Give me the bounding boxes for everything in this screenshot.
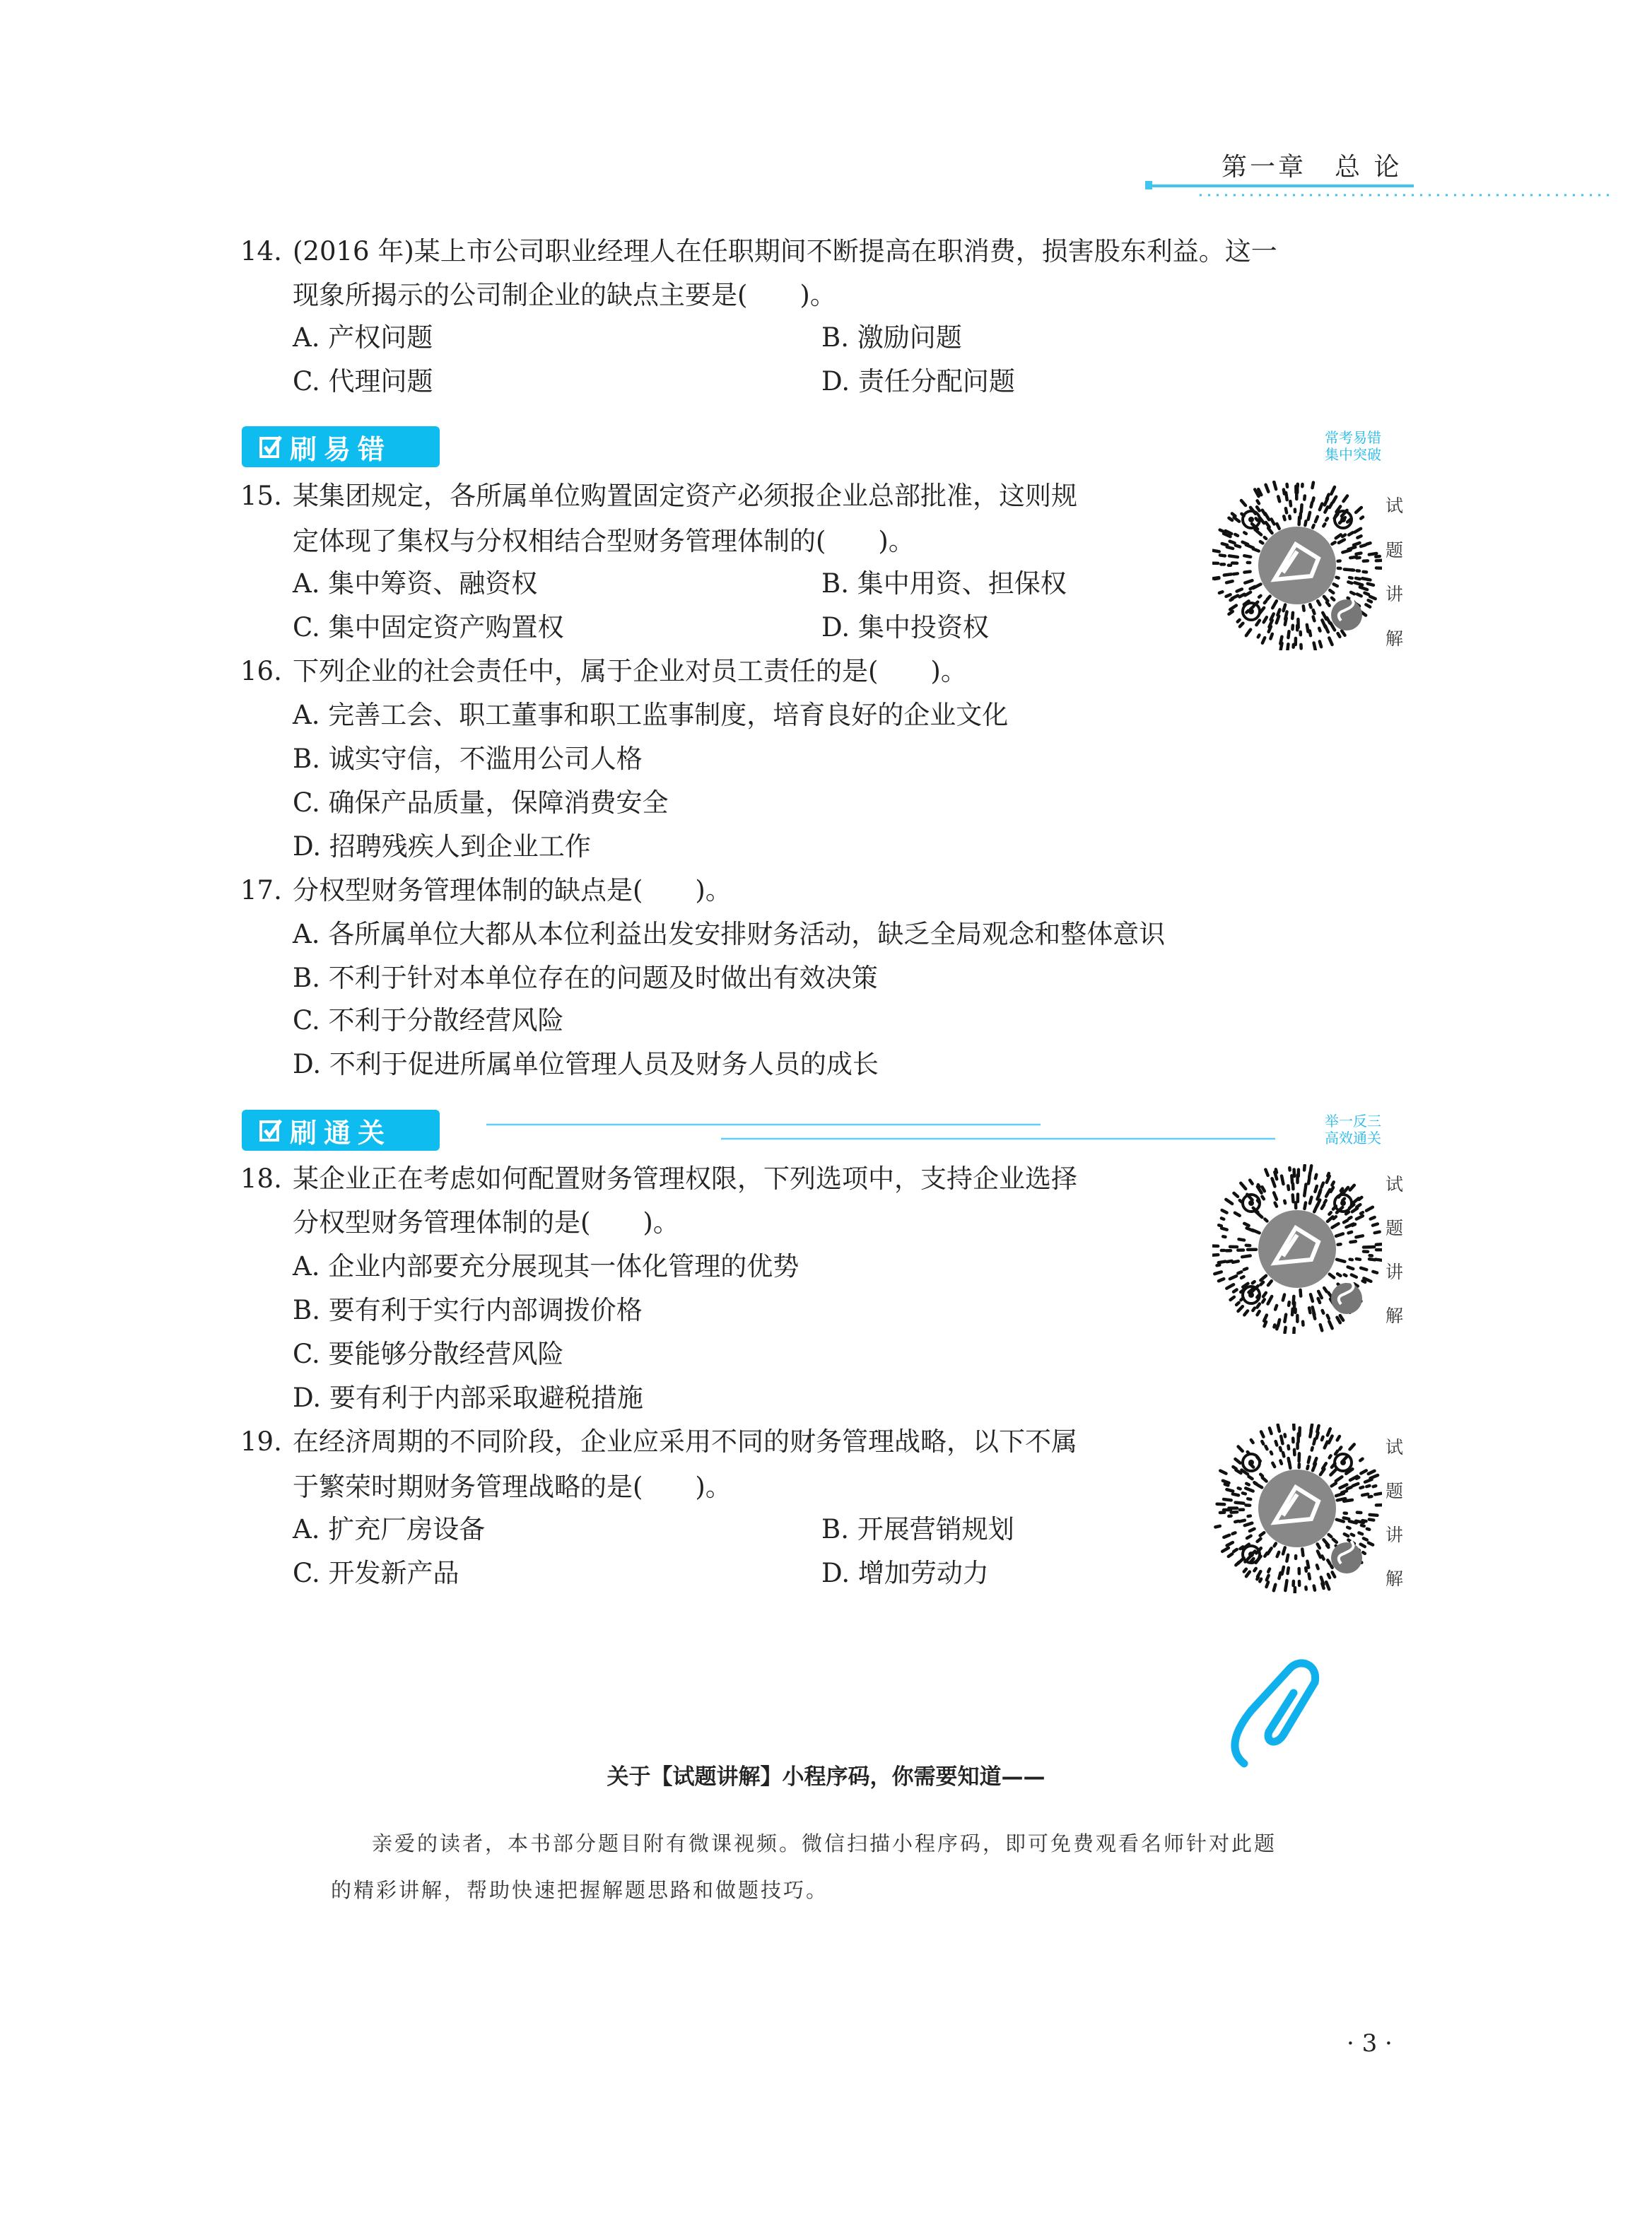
answer-option: B. 开展营销规划 xyxy=(821,1514,1014,1544)
mini-program-qr-code[interactable] xyxy=(1212,481,1382,650)
badge-pass xyxy=(242,1110,440,1151)
answer-option: B. 激励问题 xyxy=(821,322,962,353)
answer-option: A. 集中筹资、融资权 xyxy=(293,568,538,599)
question-number: 17. xyxy=(240,875,282,905)
answer-option: B. 集中用资、担保权 xyxy=(821,568,1067,599)
section-divider xyxy=(481,1117,1294,1145)
answer-option: D. 责任分配问题 xyxy=(821,366,1015,397)
answer-option: C. 集中固定资产购置权 xyxy=(293,612,564,643)
answer-option: B. 不利于针对本单位存在的问题及时做出有效决策 xyxy=(293,963,878,993)
mini-program-qr-code[interactable] xyxy=(1212,1424,1382,1593)
qr-caption-char: 试 xyxy=(1386,496,1404,516)
answer-option: B. 要有利于实行内部调拨价格 xyxy=(293,1295,643,1325)
answer-option: D. 招聘残疾人到企业工作 xyxy=(293,831,591,862)
question-text-line: 下列企业的社会责任中，属于企业对员工责任的是( )。 xyxy=(293,656,967,686)
question-number: 14. xyxy=(240,236,282,266)
answer-option: C. 确保产品质量，保障消费安全 xyxy=(293,787,669,818)
answer-option: A. 产权问题 xyxy=(293,322,433,353)
qr-caption-char: 解 xyxy=(1386,628,1404,649)
qr-caption-char: 讲 xyxy=(1386,584,1404,604)
qr-caption-char: 题 xyxy=(1386,540,1404,561)
question-text-line: 分权型财务管理体制的缺点是( )。 xyxy=(293,875,732,905)
answer-option: D. 要有利于内部采取避税措施 xyxy=(293,1383,643,1413)
answer-option: A. 各所属单位大都从本位利益出发安排财务活动，缺乏全局观念和整体意识 xyxy=(293,919,1166,949)
header-rule xyxy=(1145,177,1640,205)
answer-option: D. 不利于促进所属单位管理人员及财务人员的成长 xyxy=(293,1049,879,1079)
question-number: 18. xyxy=(240,1163,282,1194)
question-text-line: 定体现了集权与分权相结合型财务管理体制的( )。 xyxy=(293,526,915,556)
checkbox-icon xyxy=(259,435,283,459)
answer-option: D. 集中投资权 xyxy=(821,612,989,643)
qr-caption-char: 解 xyxy=(1386,1306,1404,1326)
question-number: 19. xyxy=(240,1426,282,1457)
page-number: · 3 · xyxy=(1347,2029,1393,2058)
note-title: 关于【试题讲解】小程序码，你需要知道—— xyxy=(607,1764,1045,1790)
qr-caption-char: 解 xyxy=(1386,1569,1404,1589)
answer-option: B. 诚实守信，不滥用公司人格 xyxy=(293,744,643,774)
badge-label: 刷易错 xyxy=(290,433,392,465)
section-subtitle: 举一反三 高效通关 xyxy=(1325,1113,1381,1147)
qr-caption-char: 讲 xyxy=(1386,1262,1404,1282)
question-text-line: 某企业正在考虑如何配置财务管理权限，下列选项中，支持企业选择 xyxy=(293,1163,1077,1194)
question-text-line: 于繁荣时期财务管理战略的是( )。 xyxy=(293,1472,732,1502)
question-text-line: 在经济周期的不同阶段，企业应采用不同的财务管理战略，以下不属 xyxy=(293,1426,1077,1457)
answer-option: C. 不利于分散经营风险 xyxy=(293,1005,564,1036)
note-paragraph-line: 的精彩讲解，帮助快速把握解题思路和做题技巧。 xyxy=(331,1878,829,1902)
qr-caption-char: 讲 xyxy=(1386,1525,1404,1545)
qr-caption-char: 试 xyxy=(1386,1437,1404,1458)
note-paragraph-line: 亲爱的读者，本书部分题目附有微课视频。微信扫描小程序码，即可免费观看名师针对此题 xyxy=(372,1831,1277,1855)
badge-label: 刷通关 xyxy=(290,1117,392,1149)
answer-option: C. 要能够分散经营风险 xyxy=(293,1339,564,1369)
qr-caption-char: 题 xyxy=(1386,1481,1404,1501)
section-subtitle: 常考易错 集中突破 xyxy=(1325,429,1381,463)
badge-error-prone xyxy=(242,426,440,467)
question-text-line: 某集团规定，各所属单位购置固定资产必须报企业总部批准，这则规 xyxy=(293,481,1077,511)
answer-option: C. 开发新产品 xyxy=(293,1558,459,1588)
answer-option: C. 代理问题 xyxy=(293,366,433,397)
qr-caption-char: 题 xyxy=(1386,1218,1404,1238)
answer-option: A. 扩充厂房设备 xyxy=(293,1514,486,1544)
answer-option: D. 增加劳动力 xyxy=(821,1558,989,1588)
chapter-title: 第一章 总 论 xyxy=(1222,153,1402,182)
checkbox-icon xyxy=(259,1118,283,1142)
question-text-line: (2016 年)某上市公司职业经理人在任职期间不断提高在职消费，损害股东利益。这一 xyxy=(293,236,1277,266)
qr-caption-char: 试 xyxy=(1386,1174,1404,1195)
mini-program-qr-code[interactable] xyxy=(1212,1164,1382,1334)
question-text-line: 分权型财务管理体制的是( )。 xyxy=(293,1207,679,1238)
question-number: 15. xyxy=(240,481,282,511)
answer-option: A. 完善工会、职工董事和职工监事制度，培育良好的企业文化 xyxy=(293,700,1009,730)
question-text-line: 现象所揭示的公司制企业的缺点主要是( )。 xyxy=(293,280,836,310)
answer-option: A. 企业内部要充分展现其一体化管理的优势 xyxy=(293,1251,799,1282)
question-number: 16. xyxy=(240,656,282,686)
